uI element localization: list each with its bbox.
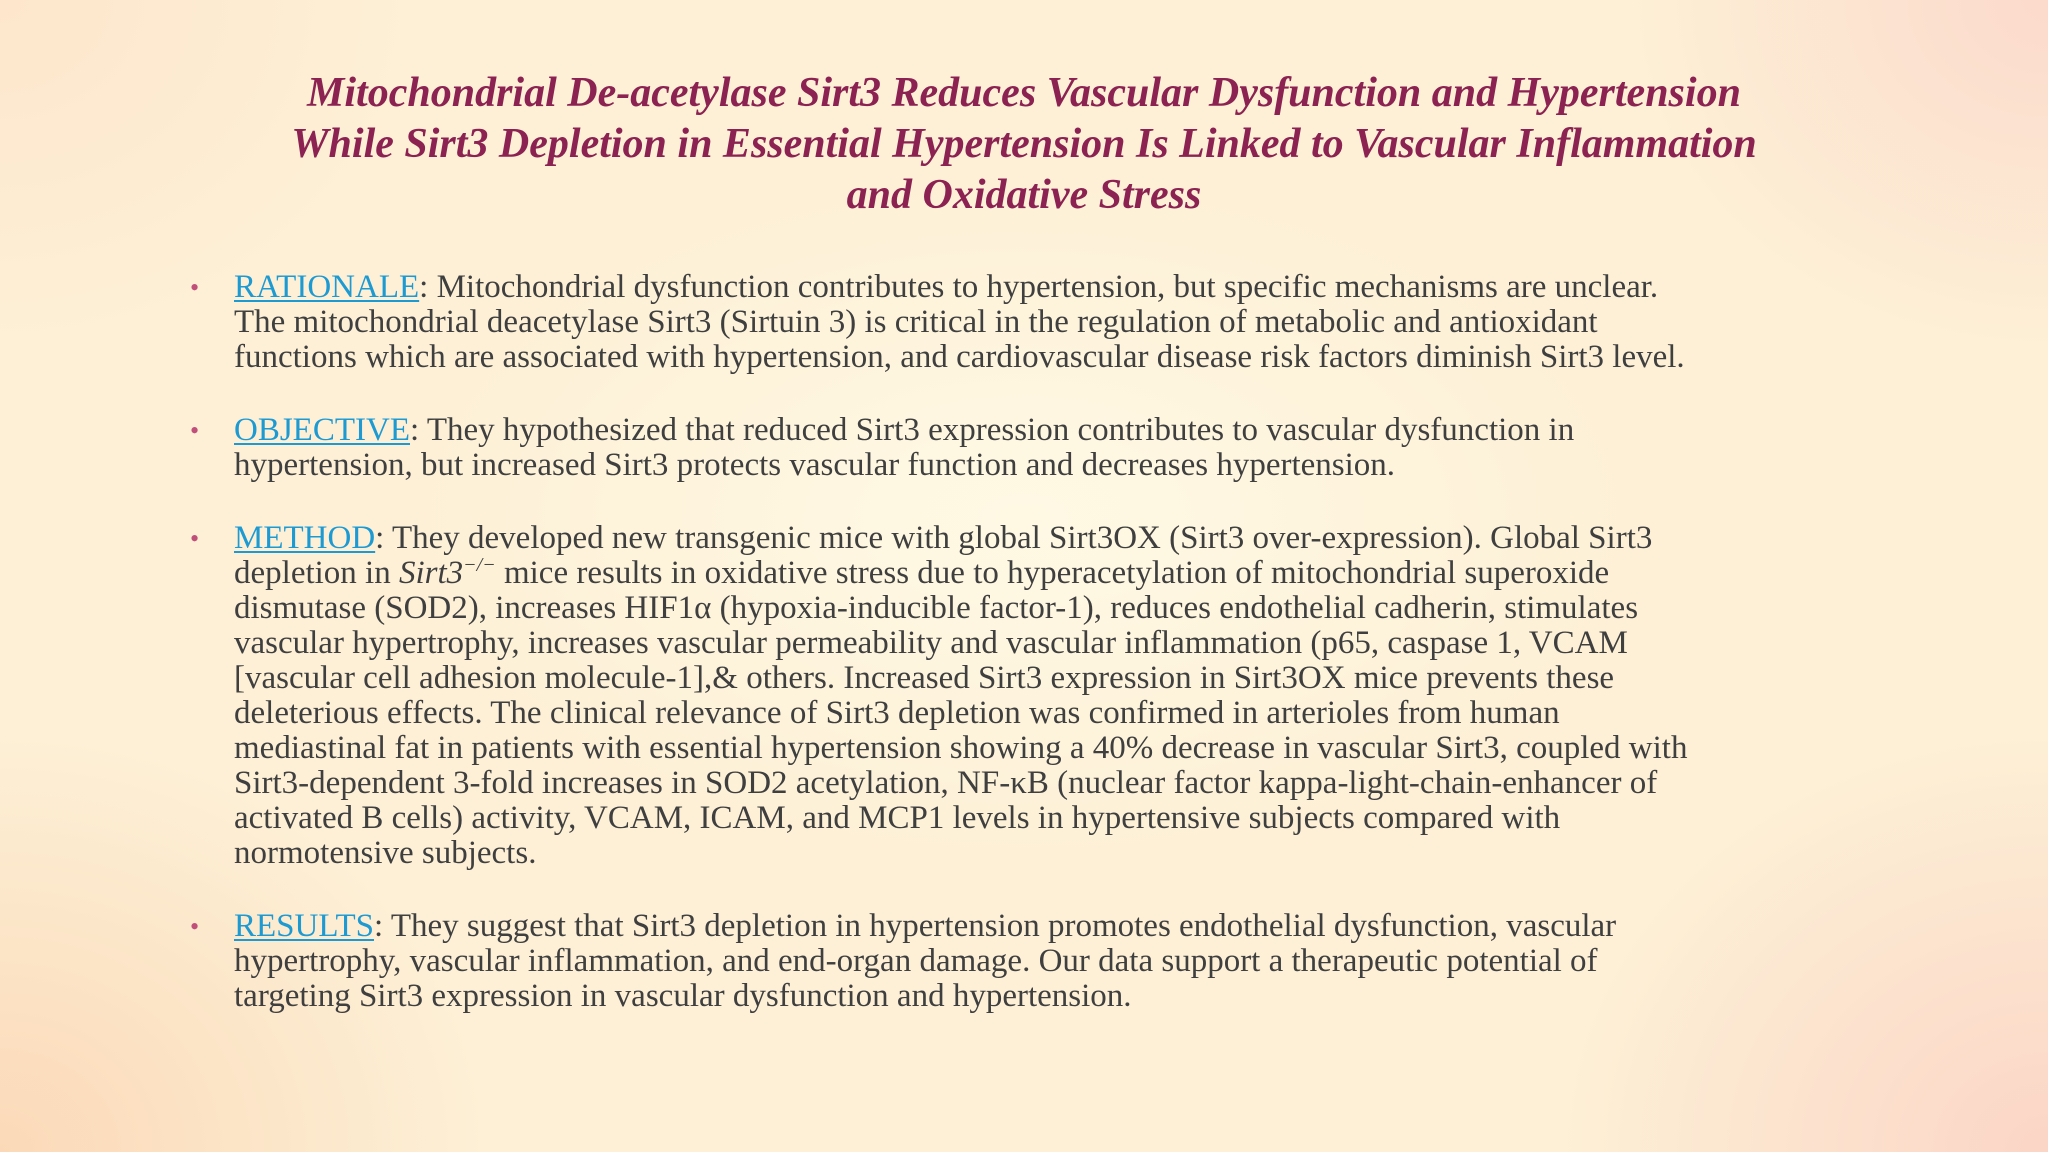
method-line-7: mediastinal fat in patients with essential hypertension showing a 40% decrease in vascular Sirt3, coupled with — [234, 730, 1688, 766]
method-line-6: deleterious effects. The clinical relevance of Sirt3 depletion was confirmed in arterioles from human — [234, 695, 1560, 731]
method-line-4: vascular hypertrophy, increases vascular permeability and vascular inflammation (p65, caspase 1, VCAM — [234, 625, 1628, 661]
method-line-9: activated B cells) activity, VCAM, ICAM, and MCP1 levels in hypertensive subjects compared with — [234, 800, 1561, 836]
method-line-8: Sirt3-dependent 3-fold increases in SOD2 acetylation, NF-κB (nuclear factor kappa-light-chain-enhancer of — [234, 765, 1658, 801]
objective-text-1: : They hypothesized that reduced Sirt3 expression contributes to vascular dysfunction in — [410, 412, 1575, 448]
results-text-1: : They suggest that Sirt3 depletion in hypertension promotes endothelial dysfunction, vascular — [374, 908, 1617, 944]
results-item — [190, 909, 1880, 1014]
rationale-text-1: : Mitochondrial dysfunction contributes to hypertension, but specific mechanisms are unclear. — [419, 269, 1659, 305]
method-line-10: normotensive subjects. — [234, 835, 537, 871]
method-text-2-post: mice results in oxidative stress due to hyperacetylation of mitochondrial superoxide — [495, 555, 1610, 591]
results-label[interactable]: RESULTS — [234, 908, 374, 944]
gene-knockout-superscript: −/− — [463, 554, 496, 576]
bullet-list — [190, 270, 1880, 1014]
results-line-3: targeting Sirt3 expression in vascular dysfunction and hypertension. — [234, 978, 1132, 1014]
bullet-icon: • — [190, 912, 200, 941]
rationale-line-3: functions which are associated with hypertension, and cardiovascular disease risk factors diminish Sirt3 level. — [234, 339, 1685, 375]
objective-line-1 — [234, 413, 1880, 448]
method-line-1 — [234, 521, 1880, 556]
gene-name: Sirt3 — [398, 555, 464, 591]
title-line-2: While Sirt3 Depletion in Essential Hypertension Is Linked to Vascular Inflammation — [291, 121, 1757, 167]
slide-title — [120, 68, 1928, 221]
bullet-icon: • — [190, 524, 200, 553]
objective-item — [190, 413, 1880, 483]
method-text-1: : They developed new transgenic mice with global Sirt3OX (Sirt3 over-expression). Global Sirt3 — [375, 520, 1653, 556]
rationale-item — [190, 270, 1880, 375]
method-line-2 — [234, 556, 1880, 591]
bullet-icon: • — [190, 273, 200, 302]
results-line-1 — [234, 909, 1880, 944]
title-line-3: and Oxidative Stress — [846, 172, 1202, 218]
rationale-line-2: The mitochondrial deacetylase Sirt3 (Sirtuin 3) is critical in the regulation of metabolic and antioxidant — [234, 304, 1598, 340]
objective-label[interactable]: OBJECTIVE — [234, 412, 410, 448]
rationale-label[interactable]: RATIONALE — [234, 269, 420, 305]
objective-line-2: hypertension, but increased Sirt3 protects vascular function and decreases hypertension. — [234, 447, 1396, 483]
results-line-2: hypertrophy, vascular inflammation, and end-organ damage. Our data support a therapeutic potential of — [234, 943, 1598, 979]
bullet-icon: • — [190, 416, 200, 445]
title-line-1: Mitochondrial De-acetylase Sirt3 Reduces Vascular Dysfunction and Hypertension — [307, 70, 1741, 116]
method-line-3: dismutase (SOD2), increases HIF1α (hypoxia-inducible factor-1), reduces endothelial cadherin, stimulates — [234, 590, 1639, 626]
method-text-2-pre: depletion in — [234, 555, 399, 591]
method-label[interactable]: METHOD — [234, 520, 376, 556]
rationale-line-1 — [234, 270, 1880, 305]
method-item — [190, 521, 1880, 871]
method-line-5: [vascular cell adhesion molecule-1],& others. Increased Sirt3 expression in Sirt3OX mice prevents these — [234, 660, 1615, 696]
